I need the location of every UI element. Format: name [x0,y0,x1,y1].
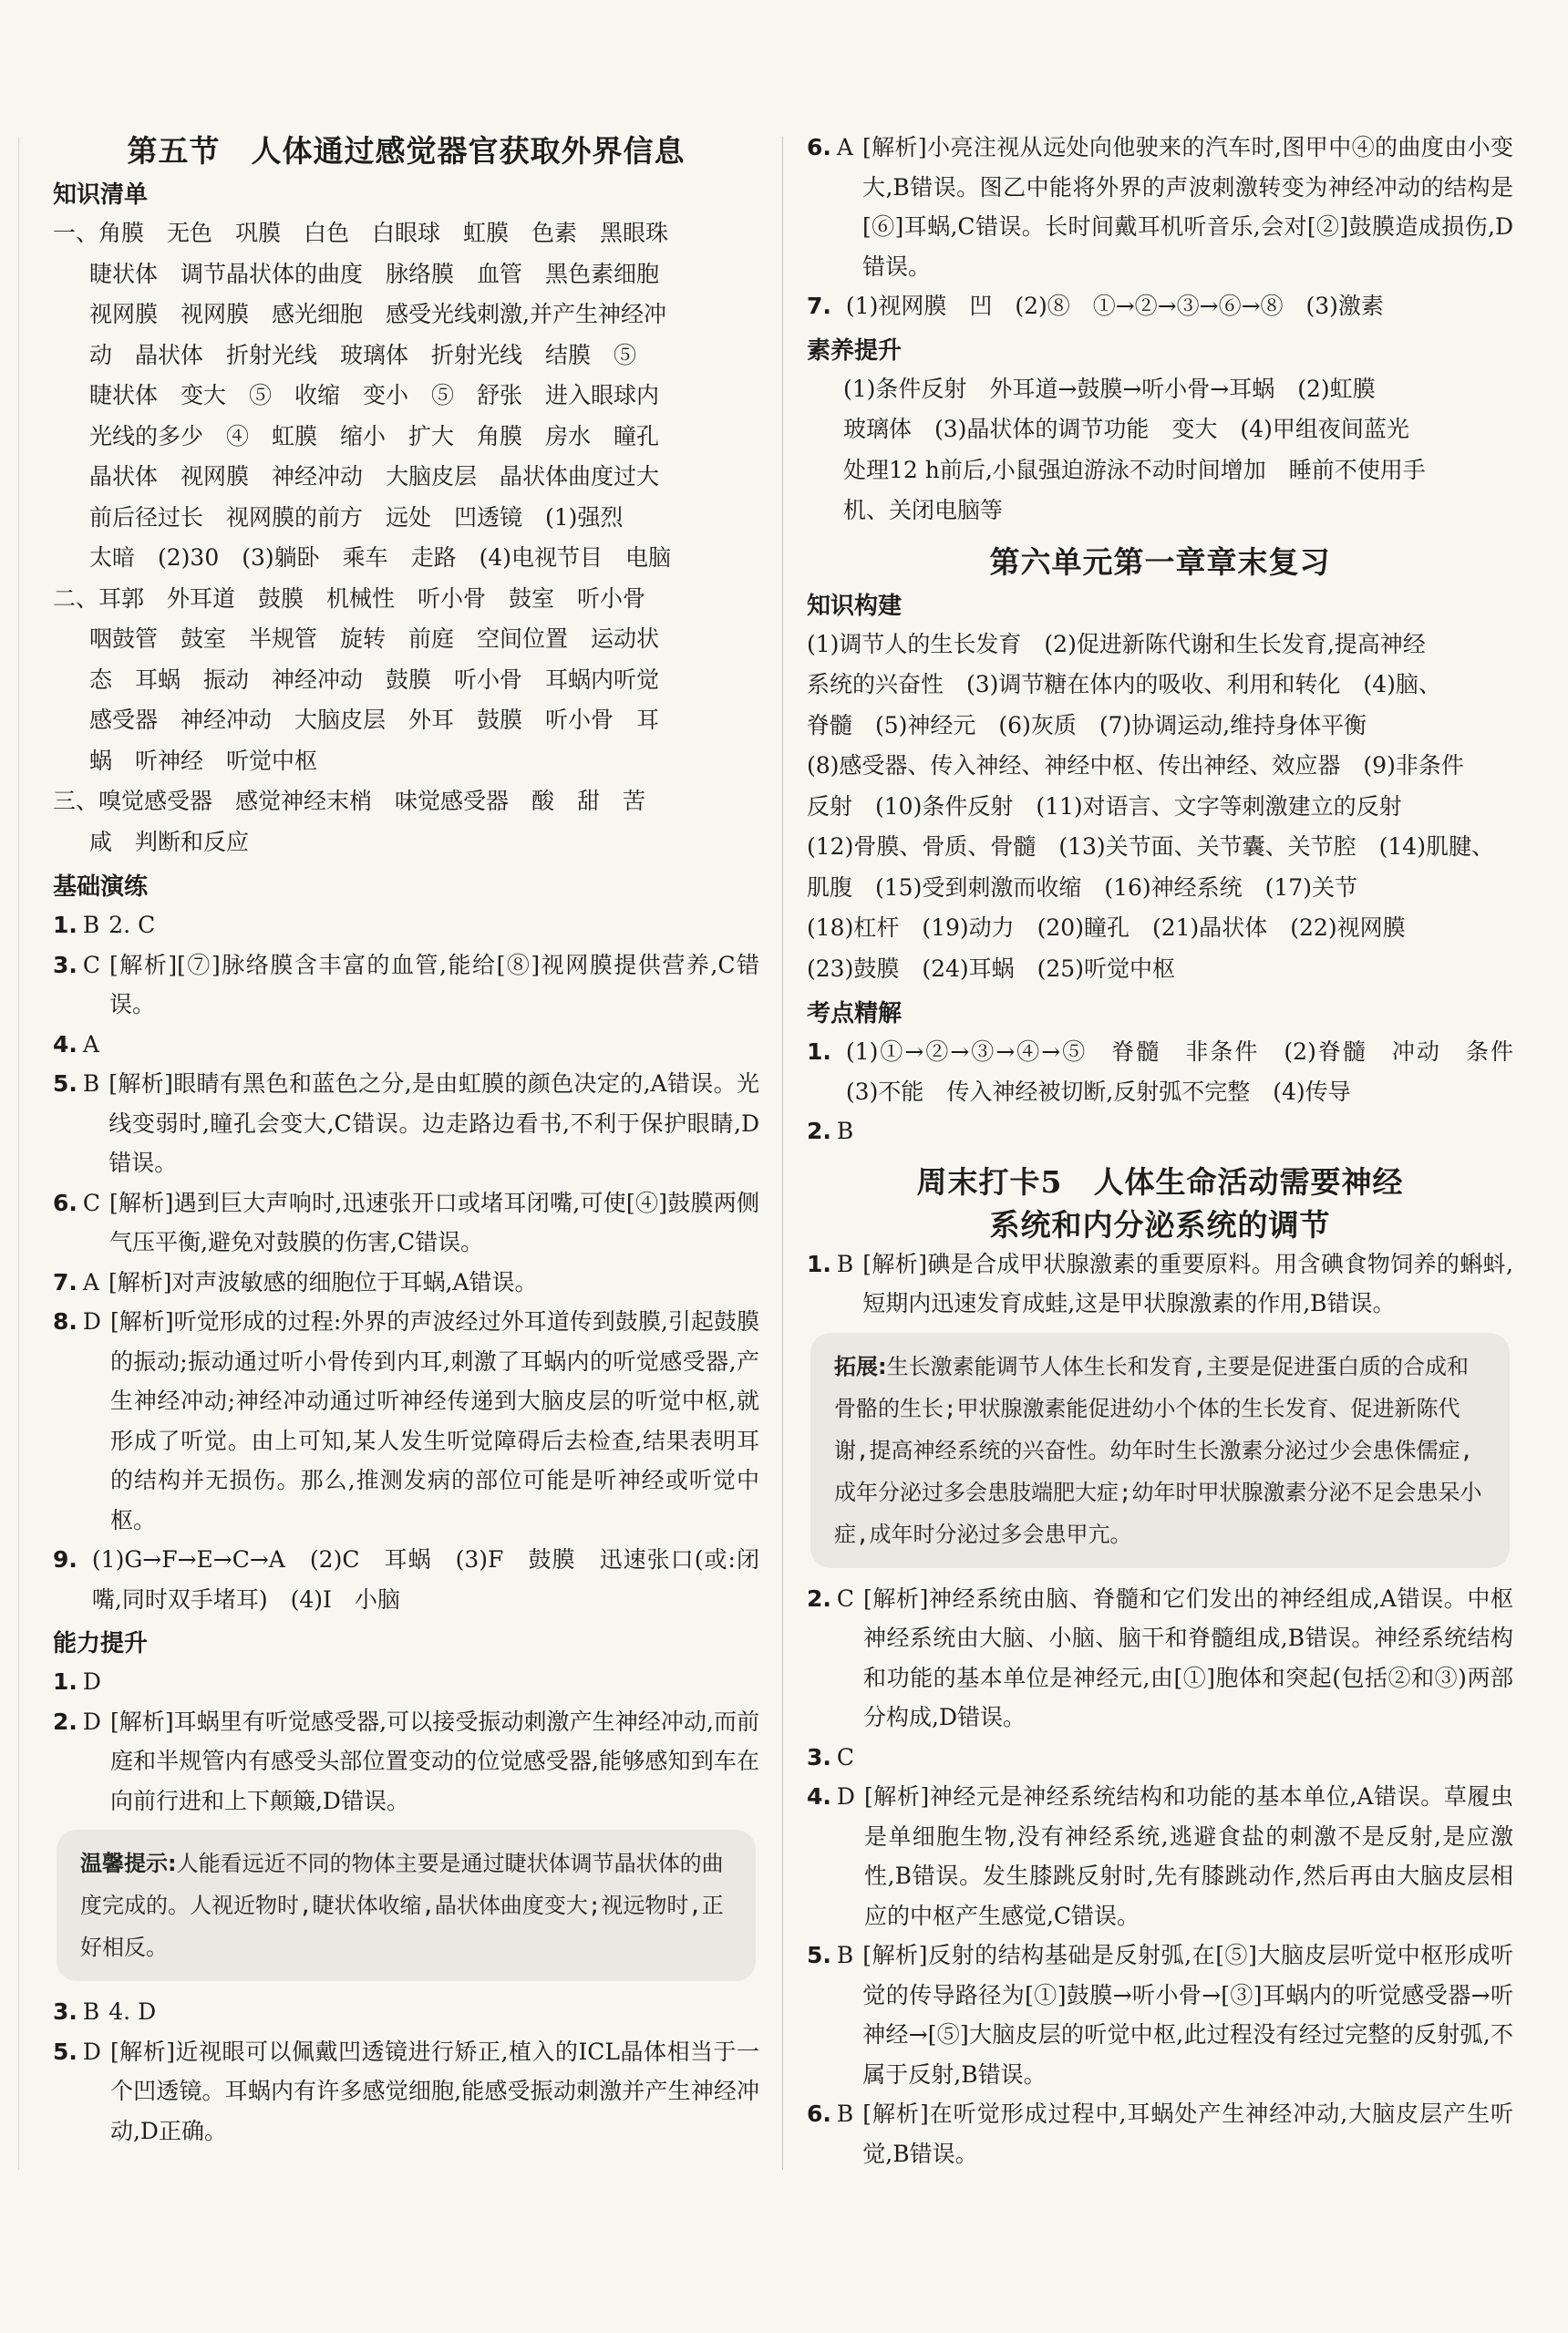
answer-explanation: [解析]小亮注视从远处向他驶来的汽车时,图甲中④的曲度由小变大,B错误。图乙中能将外界的声波刺激转变为神经冲动的结构是[⑥]耳蜗,C错误。长时间戴耳机听音乐,会对[②]鼓膜造成损伤,D错误。 [861,134,1513,280]
answer-item [807,1738,1513,1778]
answer-item [53,1025,759,1065]
answer-item [53,1992,759,2032]
tip-text: 人能看远近不同的物体主要是通过睫状体调节晶状体的曲度完成的。人视近物时,睫状体收缩,晶状体曲度变大;视远物时,正好相反。 [80,1851,724,1960]
kaodian-heading: 考点精解 [807,1000,903,1027]
answer-item [53,2032,759,2152]
answer-explanation: 2. C [108,912,156,938]
answer-item [53,1702,759,1822]
question-number: 6. [807,2101,831,2127]
answer-letter: B [82,1070,100,1097]
answer-letter: A [836,134,853,160]
answer-item [807,128,1513,286]
exam-point-list [807,1032,1537,1151]
literacy-list [807,369,1513,532]
question-number: 9. [53,1546,77,1573]
question-number: 1. [807,1038,831,1065]
text-line: 蜗 听神经 听觉中枢 [89,747,318,774]
answer-letter: A [82,1030,99,1058]
section-title: 第五节 人体通过感觉器官获取外界信息 [127,133,686,169]
answer-item [53,1183,759,1263]
answer-explanation: [解析]碘是合成甲状腺激素的重要原料。用含碘食物饲养的蝌蚪,短期内迅速发育成蛙,这是甲状腺激素的作用,B错误。 [862,1250,1513,1316]
question-number: 8. [53,1308,77,1335]
question-number: 5. [53,1070,77,1097]
answer-explanation: [解析]反射的结构基础是反射弧,在[⑤]大脑皮层听觉中枢形成听觉的传导路径为[①]鼓膜→听小骨→[③]耳蜗内的听觉感受器→听神经→[⑤]大脑皮层的听觉中枢,此过程没有经过完整的反射弧,不属于反射,B错误。 [862,1942,1513,2088]
text-line: 晶状体 视网膜 神经冲动 大脑皮层 晶状体曲度过大 [89,463,660,490]
answer-letter: D [836,1783,855,1810]
ability-list [53,1662,759,1821]
text-line: (1)条件反射 外耳道→鼓膜→听小骨→耳蜗 (2)虹膜 [843,375,1376,402]
extension-box [810,1333,1510,1568]
text-line: 咽鼓管 鼓室 半规管 旋转 前庭 空间位置 运动状 [89,625,660,652]
question-number: 4. [807,1783,831,1810]
answer-letter: D [82,2038,101,2065]
right-top-list [807,128,1513,326]
answer-explanation: [解析]对声波敏感的细胞位于耳蜗,A错误。 [108,1268,538,1296]
answer-explanation [108,1025,759,1065]
answer-explanation: [解析]神经元是神经系统结构和功能的基本单位,A错误。草履虫是单细胞生物,没有神经系统,逃避食盐的刺激不是反射,是应激性,B错误。发生膝跳反射时,先有膝跳动作,然后再由大脑皮层相应的中枢产生感觉,C错误。 [863,1783,1513,1929]
extension-text: 生长激素能调节人体生长和发育,主要是促进蛋白质的合成和骨骼的生长;甲状腺激素能促进幼小个体的生长发育、促进新陈代谢,提高神经系统的兴奋性。幼年时生长激素分泌过少会患侏儒症,成年分泌过多会患肢端肥大症;幼年时甲状腺激素分泌不足会患呆小症,成年时分泌过多会患甲亢。 [834,1353,1482,1547]
text-line: 视网膜 视网膜 感光细胞 感受光线刺激,并产生神经冲 [89,301,666,327]
answer-explanation: (1)①→②→③→④→⑤ 脊髓 非条件 (2)脊髓 冲动 条件 (3)不能 传入神经被切断,反射弧不完整 (4)传导 [845,1038,1537,1105]
text-line: (23)鼓膜 (24)耳蜗 (25)听觉中枢 [807,955,1175,982]
chapter-review-title: 第六单元第一章章末复习 [989,543,1331,580]
knowledge-list [53,213,759,862]
answer-letter: B [836,1118,854,1144]
answer-explanation [862,1111,1513,1151]
text-line: 三、嗅觉感受器 感觉神经末梢 味觉感受器 酸 甜 苦 [53,788,646,814]
text-line: 肌腹 (15)受到刺激而收缩 (16)神经系统 (17)关节 [807,873,1357,901]
question-number: 1. [807,1250,831,1277]
tip-label: 温馨提示: [80,1851,177,1876]
text-line: 光线的多少 ④ 虹膜 缩小 扩大 角膜 房水 瞳孔 [89,422,660,449]
answer-explanation: [解析][⑦]脉络膜含丰富的血管,能给[⑧]视网膜提供营养,C错误。 [109,951,759,1017]
answer-letter [77,1540,92,1619]
ability-list-continued [53,1992,759,2151]
text-line: 动 晶状体 折射光线 玻璃体 折射光线 结膜 ⑤ [89,341,637,368]
answer-explanation: [解析]眼睛有黑色和蓝色之分,是由虹膜的颜色决定的,A错误。光线变弱时,瞳孔会变大,C错误。边走路边看书,不利于保护眼睛,D错误。 [108,1070,759,1176]
knowledge-build-list [807,625,1513,990]
text-line: 系统的兴奋性 (3)调节糖在体内的吸收、利用和转化 (4)脑、 [807,671,1441,697]
nengli-heading: 能力提升 [53,1630,149,1657]
answer-explanation: [解析]耳蜗里有听觉感受器,可以接受振动刺激产生神经冲动,而前庭和半规管内有感受头部位置变动的位觉感受器,能够感知到车在向前行进和上下颠簸,D错误。 [109,1708,759,1814]
question-number: 1. [53,912,77,938]
question-number: 7. [807,293,831,319]
answer-letter: A [82,1268,99,1296]
answer-explanation: (1)G→F→E→C→A (2)C 耳蜗 (3)F 鼓膜 迅速张口(或:闭嘴,同时双手堵耳) (4)I 小脑 [91,1546,759,1613]
answer-letter: D [82,1308,101,1335]
answer-explanation: [解析]遇到巨大声响时,迅速张开口或堵耳闭嘴,可使[④]鼓膜两侧气压平衡,避免对鼓膜的伤害,C错误。 [109,1189,759,1255]
answer-item [53,1662,759,1702]
text-line: 脊髓 (5)神经元 (6)灰质 (7)协调运动,维持身体平衡 [807,711,1367,738]
text-line: 感受器 神经冲动 大脑皮层 外耳 鼓膜 听小骨 耳 [89,707,660,733]
answer-item [53,1302,759,1540]
answer-explanation: (1)视网膜 凹 (2)⑧ ①→②→③→⑥→⑧ (3)激素 [845,293,1384,319]
text-line: 睫状体 调节晶状体的曲度 脉络膜 血管 黑色素细胞 [89,260,660,287]
text-line: 太暗 (2)30 (3)躺卧 乘车 走路 (4)电视节目 电脑 [89,544,672,571]
weekend-title-line1: 周末打卡5 人体生命活动需要神经 [916,1163,1404,1200]
question-number: 3. [53,1998,77,2025]
answer-explanation: [解析]近视眼可以佩戴凹透镜进行矫正,植入的ICL晶体相当于一个凹透镜。耳蜗内有许多感觉细胞,能感受振动刺激并产生神经冲动,D正确。 [109,2038,759,2144]
question-number: 3. [53,951,77,978]
answer-explanation: 4. D [108,1998,157,2025]
text-line: 二、耳郭 外耳道 鼓膜 机械性 听小骨 鼓室 听小骨 [53,584,646,612]
answer-item [807,1777,1513,1936]
question-number: 1. [53,1668,77,1695]
question-number: 6. [53,1189,77,1216]
answer-explanation [110,1662,759,1702]
suyang-heading: 素养提升 [807,336,903,365]
text-line: 玻璃体 (3)晶状体的调节功能 变大 (4)甲组夜间蓝光 [843,416,1409,442]
weekend-title-line2: 系统和内分泌系统的调节 [989,1206,1331,1243]
answer-item [807,286,1513,326]
answer-letter: C [82,1189,101,1216]
answer-item [807,1936,1513,2094]
text-line: (12)骨膜、骨质、骨髓 (13)关节面、关节囊、关节腔 (14)肌腱、 [807,833,1494,860]
right-column [807,128,1537,2173]
answer-letter: B [82,912,100,938]
answer-explanation: [解析]在听觉形成过程中,耳蜗处产生神经冲动,大脑皮层产生听觉,B错误。 [862,2101,1513,2167]
extension-label: 拓展: [834,1353,887,1379]
text-line: 处理12 h前后,小鼠强迫游泳不动时间增加 睡前不使用手 [843,456,1426,483]
jichu-heading: 基础演练 [53,873,149,901]
text-line: (8)感受器、传入神经、神经中枢、传出神经、效应器 (9)非条件 [807,752,1464,779]
question-number: 7. [53,1268,77,1296]
text-line: (1)调节人的生长发育 (2)促进新陈代谢和生长发育,提高神经 [807,630,1426,657]
goujian-heading: 知识构建 [807,592,903,620]
answer-explanation: [解析]听觉形成的过程:外界的声波经过外耳道传到鼓膜,引起鼓膜的振动;振动通过听小骨传到内耳,刺激了耳蜗内的听觉感受器,产生神经冲动;神经冲动通过听神经传递到大脑皮层的听觉中枢,就形成了听觉。由上可知,某人发生听觉障碍后去检查,结果表明耳的结构并无损伤。那么,推测发病的部位可能是听神经或听觉中枢。 [109,1308,759,1533]
text-line: 机、关闭电脑等 [843,497,1004,523]
answer-letter: B [836,1942,854,1968]
question-number: 2. [807,1118,831,1144]
zhishi-heading: 知识清单 [53,181,149,209]
question-number: 3. [807,1743,831,1770]
text-line: 咸 判断和反应 [89,828,250,855]
question-number: 6. [807,134,831,160]
answer-item [807,1032,1537,1111]
answer-letter: B [836,2101,854,2127]
answer-letter: B [82,1998,100,2025]
answer-explanation: [解析]神经系统由脑、脊髓和它们发出的神经组成,A错误。中枢神经系统由大脑、小脑、脑干和脊髓组成,B错误。神经系统结构和功能的基本单位是神经元,由[①]胞体和突起(包括②和③)两部分构成,D错误。 [863,1585,1513,1730]
answer-item [53,945,759,1025]
answer-letter: C [836,1585,855,1612]
answer-letter [831,286,846,326]
question-number: 5. [807,1942,831,1968]
text-line: 一、角膜 无色 巩膜 白色 白眼球 虹膜 色素 黑眼珠 [53,220,669,246]
text-line: 前后径过长 视网膜的前方 远处 凹透镜 (1)强烈 [89,503,624,531]
question-number: 2. [807,1585,831,1612]
answer-item [807,1244,1513,1324]
text-line: (18)杠杆 (19)动力 (20)瞳孔 (21)晶状体 (22)视网膜 [807,914,1406,941]
answer-item [807,2094,1513,2173]
weekend-list-continued [807,1579,1513,2174]
answer-item [807,1111,1513,1151]
answer-letter: B [836,1250,854,1277]
text-line: 反射 (10)条件反射 (11)对语言、文字等刺激建立的反射 [807,792,1402,820]
answer-letter: D [82,1708,101,1735]
answer-item [53,905,759,945]
basic-practice-list [53,905,759,1619]
left-margin-rule [18,137,19,2170]
answer-letter: C [836,1743,855,1770]
answer-item [53,1064,759,1183]
answer-explanation [863,1738,1513,1778]
text-line: 态 耳蜗 振动 神经冲动 鼓膜 听小骨 耳蜗内听觉 [89,666,660,693]
answer-letter: D [82,1668,101,1695]
answer-item [53,1540,759,1619]
question-number: 2. [53,1708,77,1735]
left-column [53,128,759,2151]
answer-letter: C [82,951,101,978]
column-divider [782,137,783,2170]
weekend-list [807,1244,1513,1324]
answer-letter [831,1032,846,1111]
answer-item [807,1579,1513,1738]
answer-item [53,1263,759,1303]
question-number: 5. [53,2038,77,2065]
text-line: 睫状体 变大 ⑤ 收缩 变小 ⑤ 舒张 进入眼球内 [89,382,660,408]
question-number: 4. [53,1030,77,1058]
tip-box [57,1830,756,1981]
